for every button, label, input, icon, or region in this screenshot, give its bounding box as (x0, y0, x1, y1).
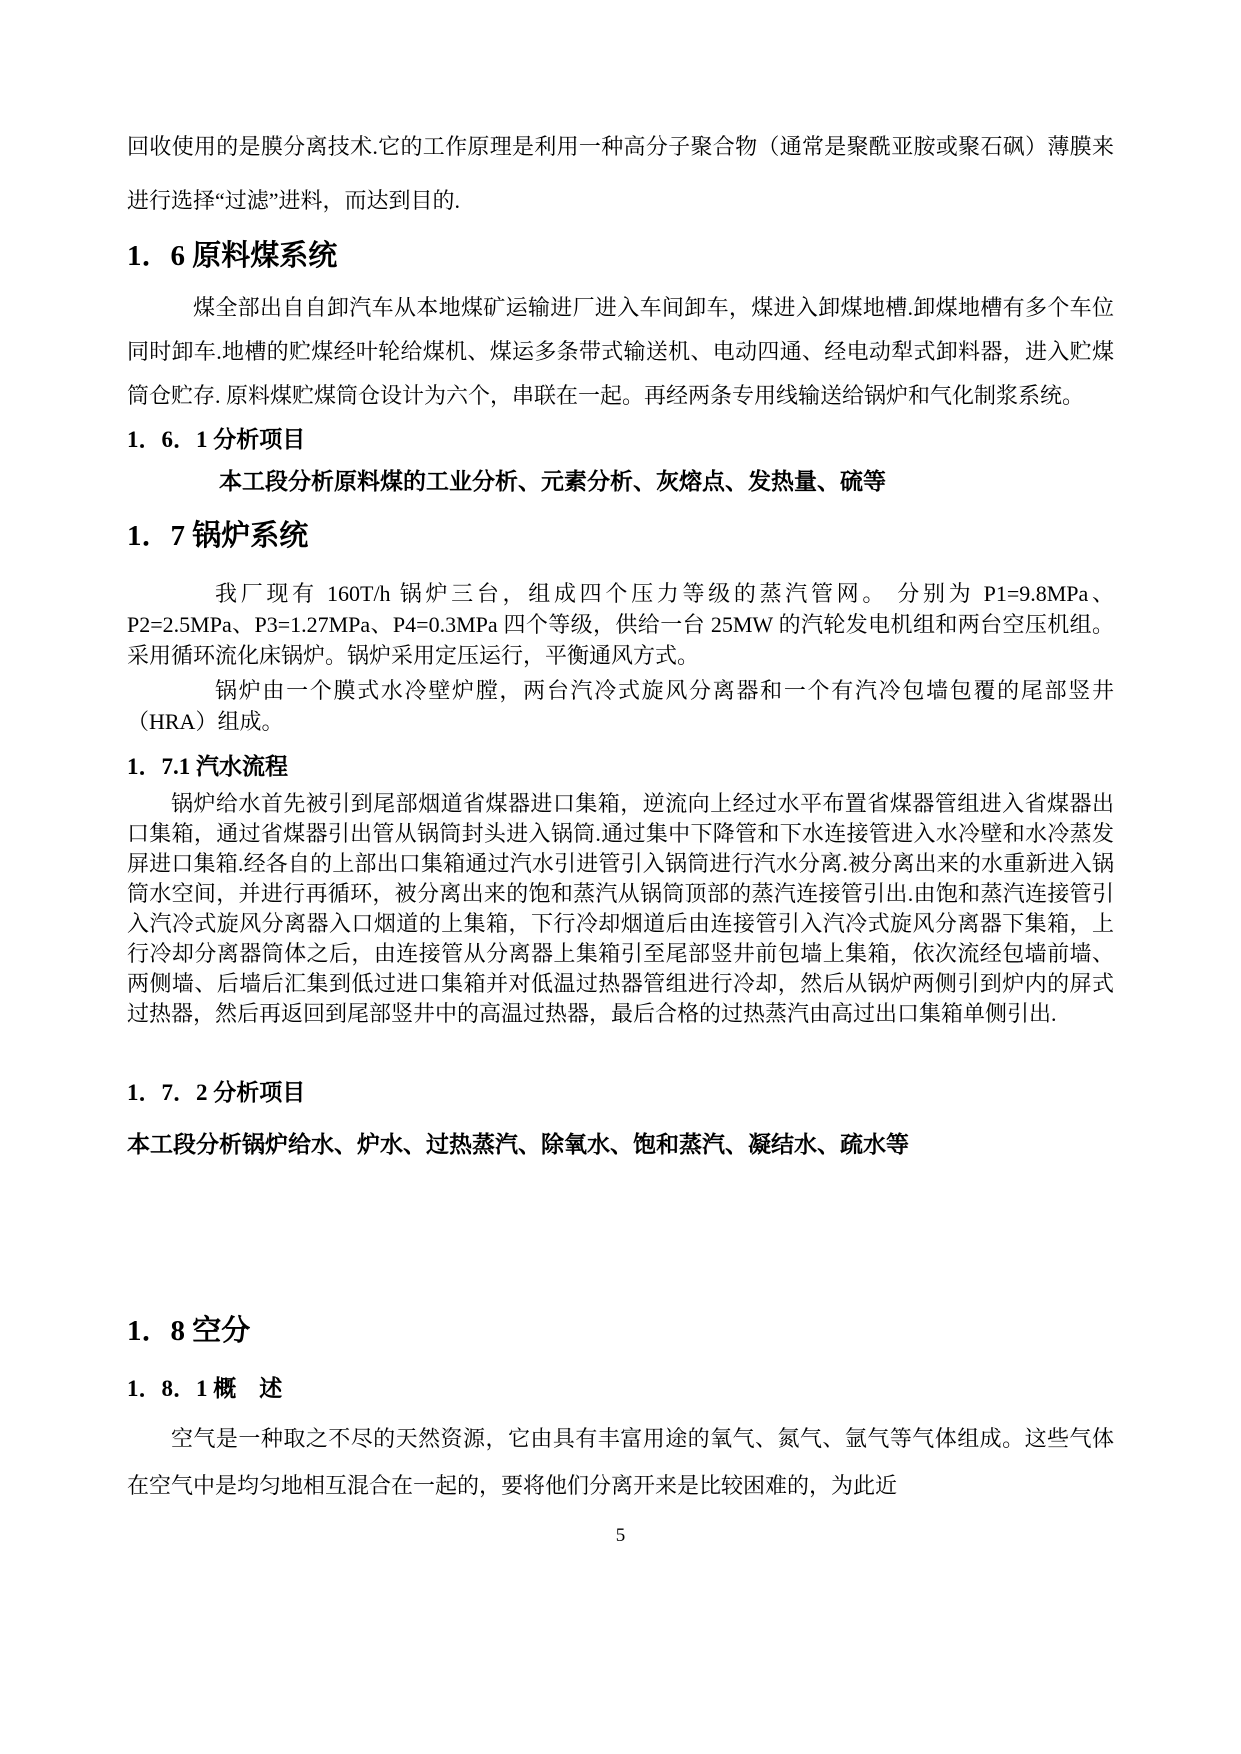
coal-analysis-items-line: 本工段分析原料煤的工业分析、元素分析、灰熔点、发热量、硫等 (219, 469, 886, 494)
subsection-heading-1-7-1-steam-water-flow: 1．7.1 汽水流程 (127, 754, 288, 779)
subsection-heading-1-6-1-analysis-items: 1．6．1 分析项目 (127, 427, 306, 452)
raw-coal-paragraph: 煤全部出自自卸汽车从本地煤矿运输进厂进入车间卸车，煤进入卸煤地槽.卸煤地槽有多个车位同时卸车.地槽的贮煤经叶轮给煤机、煤运多条带式输送机、电动四通、经电动犁式卸料器，进入贮煤筒仓贮存. 原料煤贮煤筒仓设计为六个，串联在一起。再经两条专用线输送给锅炉和气化制浆系统。 (127, 295, 1114, 408)
boiler-composition-paragraph: 锅炉由一个膜式水冷壁炉膛，两台汽冷式旋风分离器和一个有汽冷包墙包覆的尾部竖井（HRA）组成。 (127, 678, 1114, 734)
subsection-heading-1-7-2-analysis-items: 1．7．2 分析项目 (127, 1080, 306, 1105)
intro-paragraph: 回收使用的是膜分离技术.它的工作原理是利用一种高分子聚合物（通常是聚酰亚胺或聚石砜）薄膜来进行选择“过滤”进料，而达到目的. (127, 134, 1114, 213)
section-heading-1-7-boiler-system: 1．7 锅炉系统 (127, 520, 309, 552)
air-separation-paragraph: 空气是一种取之不尽的天然资源，它由具有丰富用途的氧气、氮气、氩气等气体组成。这些气体在空气中是均匀地相互混合在一起的，要将他们分离开来是比较困难的，为此近 (127, 1426, 1114, 1498)
subsection-heading-1-8-1-overview: 1．8．1 概 述 (127, 1376, 283, 1401)
boiler-analysis-items-line: 本工段分析锅炉给水、炉水、过热蒸汽、除氧水、饱和蒸汽、凝结水、疏水等 (127, 1132, 909, 1157)
page-number: 5 (615, 1525, 626, 1546)
steam-water-flow-paragraph: 锅炉给水首先被引到尾部烟道省煤器进口集箱，逆流向上经过水平布置省煤器管组进入省煤器出口集箱，通过省煤器引出管从锅筒封头进入锅筒.通过集中下降管和下水连接管进入水冷壁和水冷蒸发屏进口集箱.经各自的上部出口集箱通过汽水引进管引入锅筒进行汽水分离.被分离出来的水重新进入锅筒水空间，并进行再循环，被分离出来的饱和蒸汽从锅筒顶部的蒸汽连接管引出.由饱和蒸汽连接管引入汽冷式旋风分离器入口烟道的上集箱，下行冷却烟道后由连接管引入汽冷式旋风分离器下集箱，上行冷却分离器筒体之后，由连接管从分离器上集箱引至尾部竖井前包墙上集箱，依次流经包墙前墙、两侧墙、后墙后汇集到低过进口集箱并对低温过热器管组进行冷却，然后从锅炉两侧引到炉内的屏式过热器，然后再返回到尾部竖井中的高温过热器，最后合格的过热蒸汽由高过出口集箱单侧引出. (127, 791, 1114, 1026)
section-heading-1-8-air-separation: 1．8 空分 (127, 1315, 251, 1347)
boiler-overview-paragraph: 我厂现有 160T/h 锅炉三台，组成四个压力等级的蒸汽管网。 分别为 P1=9.8MPa、P2=2.5MPa、P3=1.27MPa、P4=0.3MPa 四个等级，供给一台 25MW 的汽轮发电机组和两台空压机组。采用循环流化床锅炉。锅炉采用定压运行，平衡通风方式。 (127, 581, 1114, 668)
section-heading-1-6-raw-coal-system: 1．6 原料煤系统 (127, 240, 338, 272)
